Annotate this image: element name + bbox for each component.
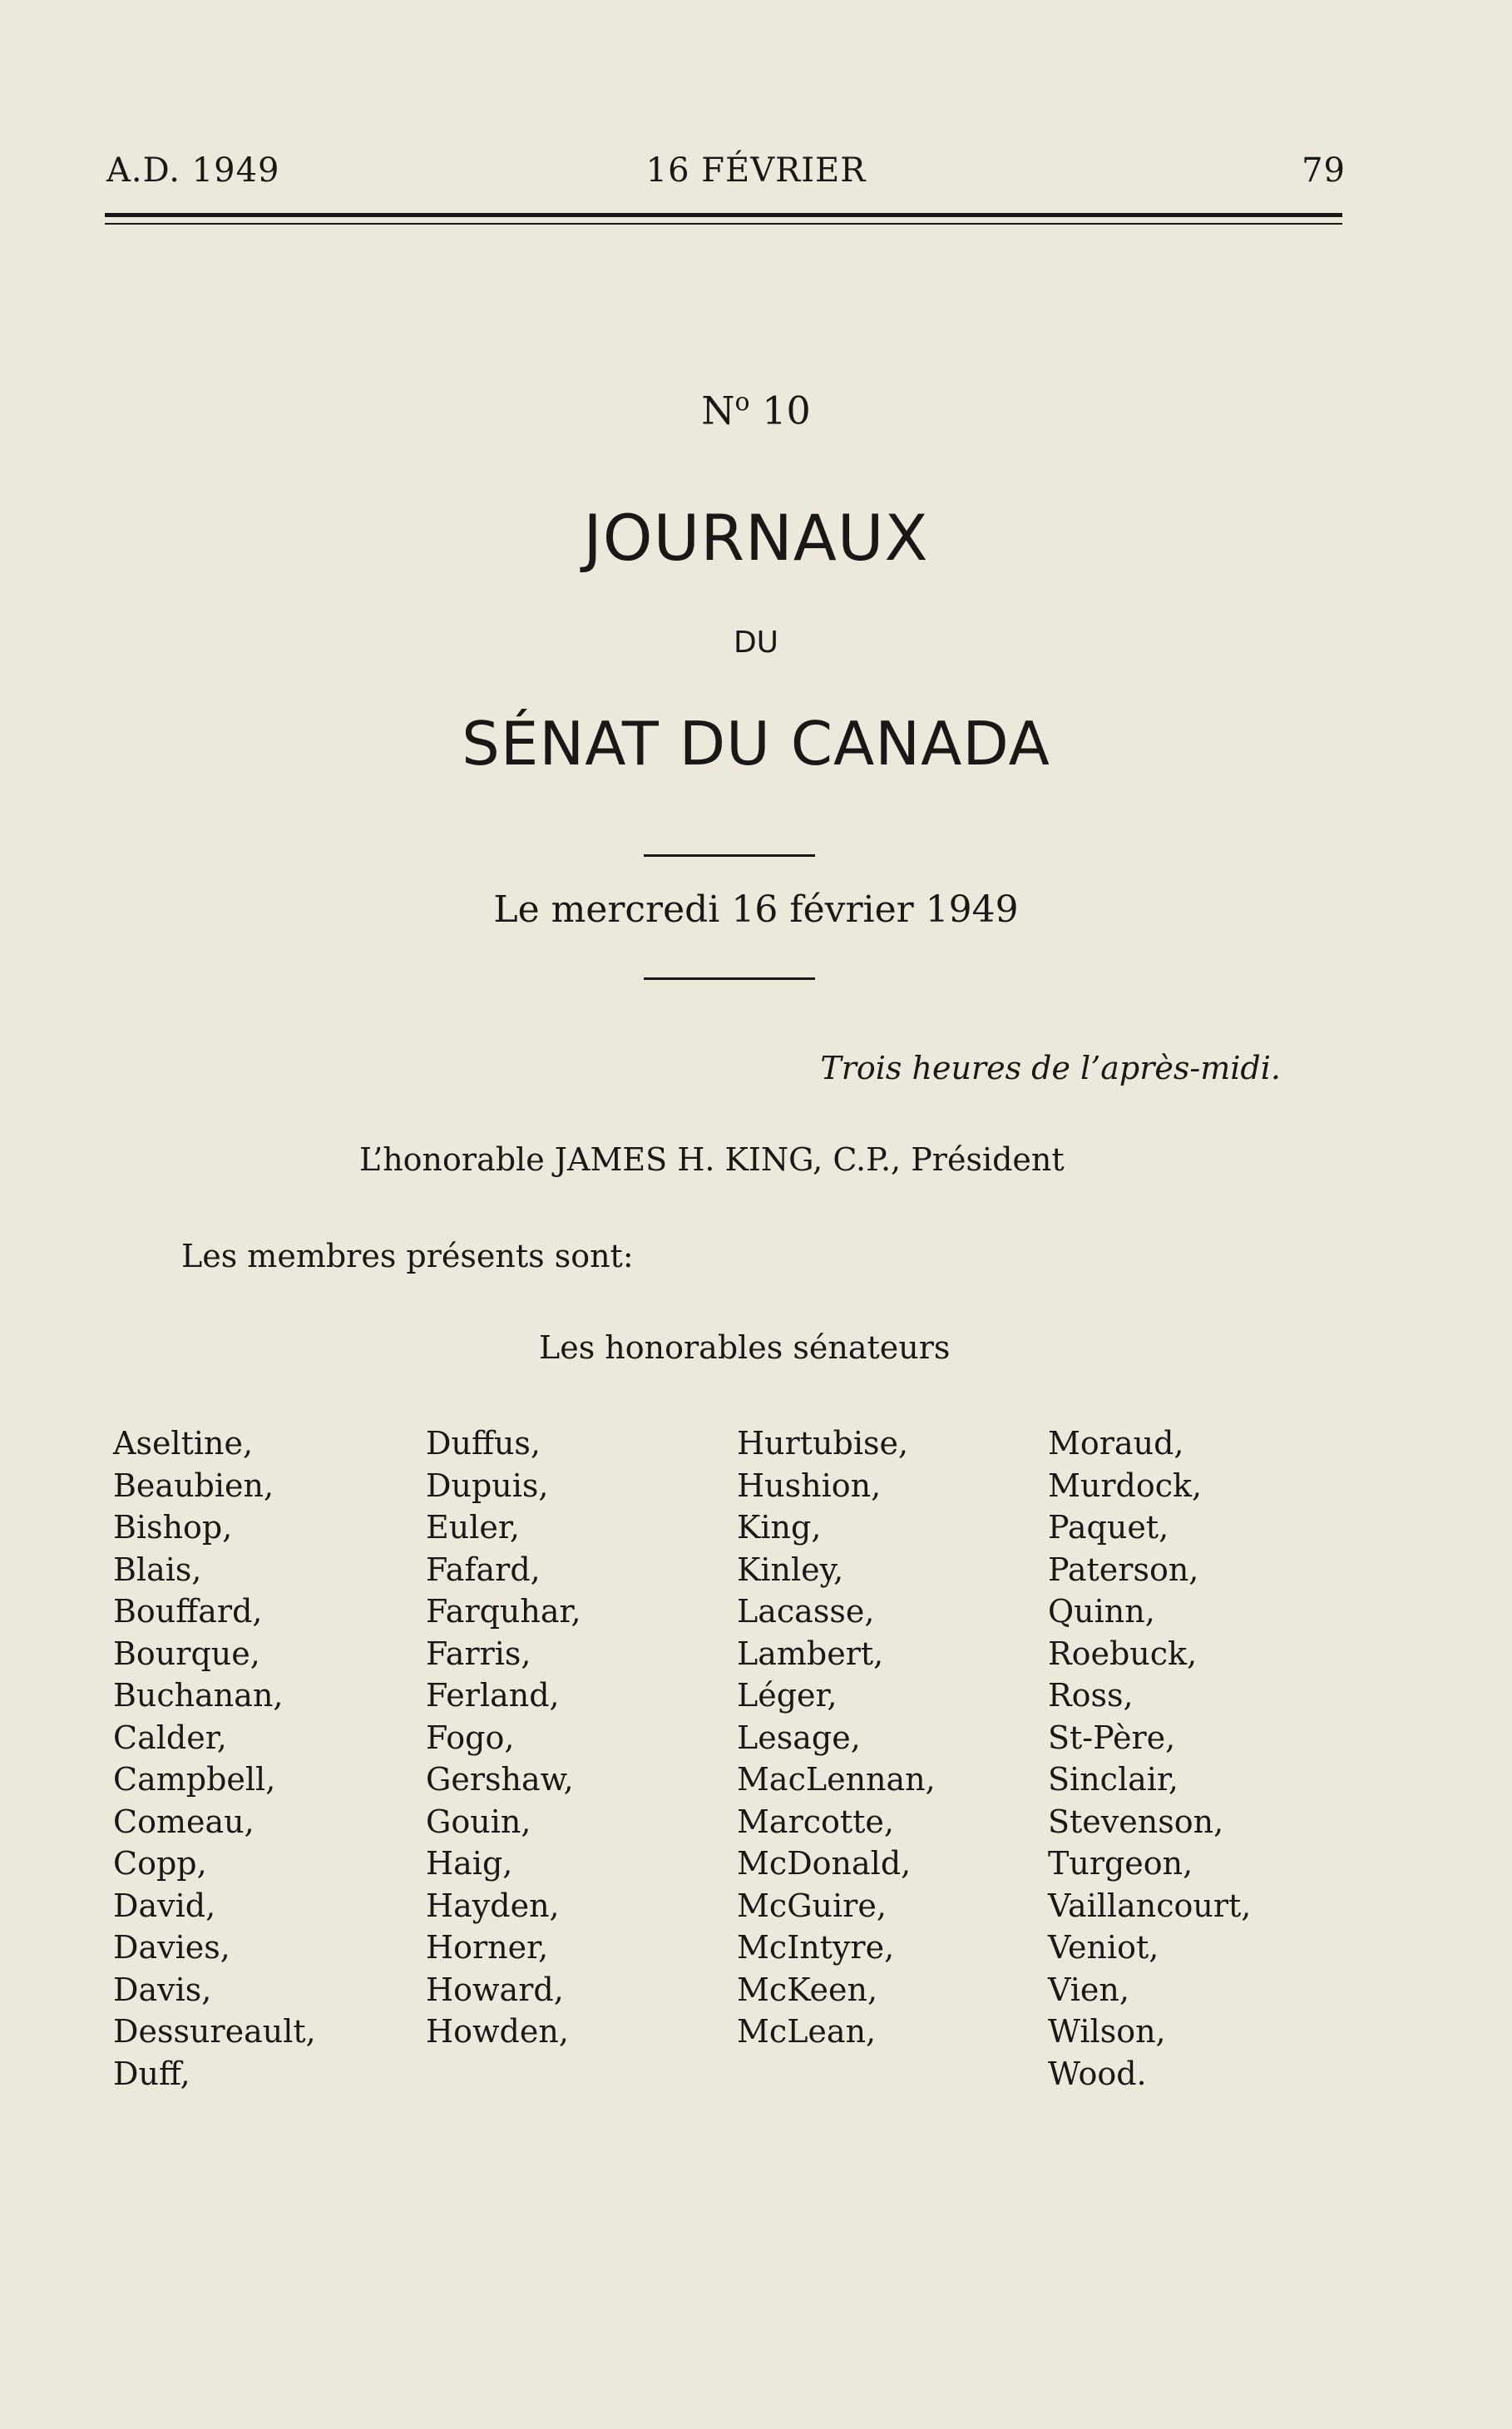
senator-name: Ferland, bbox=[426, 1677, 560, 1714]
senator-name: Horner, bbox=[426, 1929, 549, 1966]
senator-name: Calder, bbox=[113, 1719, 227, 1756]
senator-name: McLean, bbox=[737, 2013, 877, 2050]
senator-name: Davis, bbox=[113, 1971, 212, 2008]
senators-column-1 bbox=[113, 1422, 316, 2095]
issue-number-value: 10 bbox=[762, 388, 811, 433]
senator-name: Roebuck, bbox=[1048, 1635, 1198, 1672]
senator-name: Comeau, bbox=[113, 1803, 254, 1840]
senator-name: Stevenson, bbox=[1048, 1803, 1224, 1840]
divider-lower bbox=[644, 977, 815, 980]
senator-name: Copp, bbox=[113, 1845, 207, 1882]
president-line: L’honorable JAMES H. KING, C.P., Président bbox=[359, 1141, 1065, 1178]
senator-name: Fafard, bbox=[426, 1551, 541, 1588]
senator-name: Blais, bbox=[113, 1551, 202, 1588]
senator-name: Beaubien, bbox=[113, 1467, 274, 1504]
issue-number-prefix: N bbox=[701, 388, 735, 433]
senator-name: Paterson, bbox=[1048, 1551, 1199, 1588]
header-year: A.D. 1949 bbox=[106, 151, 280, 190]
senator-name: Moraud, bbox=[1048, 1425, 1184, 1462]
senator-name: King, bbox=[737, 1509, 822, 1546]
senator-name: Hayden, bbox=[426, 1887, 560, 1924]
senator-name: Kinley, bbox=[737, 1551, 844, 1588]
senator-name: Turgeon, bbox=[1048, 1845, 1193, 1882]
senator-name: Howard, bbox=[426, 1971, 564, 2008]
senator-name: McIntyre, bbox=[737, 1929, 895, 1966]
senator-name: Vaillancourt, bbox=[1048, 1887, 1252, 1924]
issue-number bbox=[0, 388, 1512, 433]
page-number: 79 bbox=[1302, 151, 1346, 190]
senator-name: MacLennan, bbox=[737, 1761, 936, 1798]
senator-name: Buchanan, bbox=[113, 1677, 284, 1714]
senators-column-4 bbox=[1048, 1422, 1251, 2095]
members-intro: Les membres présents sont: bbox=[181, 1238, 634, 1274]
journal-title: JOURNAUX bbox=[583, 501, 929, 575]
senator-name: Sinclair, bbox=[1048, 1761, 1178, 1798]
senator-name: Lacasse, bbox=[737, 1593, 875, 1630]
senator-name: Gouin, bbox=[426, 1803, 531, 1840]
senator-name: David, bbox=[113, 1887, 216, 1924]
senator-name: Campbell, bbox=[113, 1761, 276, 1798]
senator-name: Dupuis, bbox=[426, 1467, 549, 1504]
senators-heading: Les honorables sénateurs bbox=[539, 1329, 951, 1366]
header-date: 16 FÉVRIER bbox=[645, 151, 867, 190]
senator-name: Davies, bbox=[113, 1929, 230, 1966]
senator-name: Wilson, bbox=[1048, 2013, 1166, 2050]
senator-name: Murdock, bbox=[1048, 1467, 1203, 1504]
senator-name: Fogo, bbox=[426, 1719, 515, 1756]
journal-du: DU bbox=[733, 626, 779, 660]
senator-name: Howden, bbox=[426, 2013, 569, 2050]
senator-name: McDonald, bbox=[737, 1845, 912, 1882]
header-rule-thin bbox=[105, 223, 1342, 225]
senator-name: Duffus, bbox=[426, 1425, 541, 1462]
senator-name: McKeen, bbox=[737, 1971, 878, 2008]
header-rule-thick bbox=[105, 213, 1342, 217]
senator-name: Dessureault, bbox=[113, 2013, 316, 2050]
senator-name: Lesage, bbox=[737, 1719, 861, 1756]
senator-name: Farquhar, bbox=[426, 1593, 581, 1630]
divider-upper bbox=[644, 854, 815, 857]
sitting-time: Trois heures de l’après-midi. bbox=[820, 1050, 1281, 1086]
senator-name: Duff, bbox=[113, 2055, 190, 2092]
senator-name: Farris, bbox=[426, 1635, 531, 1672]
senator-name: Bouffard, bbox=[113, 1593, 263, 1630]
senator-name: Marcotte, bbox=[737, 1803, 894, 1840]
senator-name: Ross, bbox=[1048, 1677, 1134, 1714]
senator-name: McGuire, bbox=[737, 1887, 887, 1924]
senator-name: Bourque, bbox=[113, 1635, 260, 1672]
sitting-date: Le mercredi 16 février 1949 bbox=[493, 888, 1019, 931]
senate-title: SÉNAT DU CANADA bbox=[462, 709, 1050, 779]
senators-column-3 bbox=[737, 1422, 936, 2053]
senator-name: Lambert, bbox=[737, 1635, 884, 1672]
senator-name: St-Père, bbox=[1048, 1719, 1176, 1756]
issue-number-sup: o bbox=[734, 388, 750, 417]
senator-name: Hurtubise, bbox=[737, 1425, 909, 1462]
senator-name: Euler, bbox=[426, 1509, 520, 1546]
senator-name: Quinn, bbox=[1048, 1593, 1155, 1630]
senator-name: Veniot, bbox=[1048, 1929, 1159, 1966]
senator-name: Bishop, bbox=[113, 1509, 233, 1546]
senator-name: Vien, bbox=[1048, 1971, 1129, 2008]
senator-name: Hushion, bbox=[737, 1467, 882, 1504]
senators-column-2 bbox=[426, 1422, 581, 2053]
senator-name: Paquet, bbox=[1048, 1509, 1169, 1546]
senator-name: Haig, bbox=[426, 1845, 513, 1882]
senator-name: Gershaw, bbox=[426, 1761, 574, 1798]
senator-name: Léger, bbox=[737, 1677, 838, 1714]
senator-name: Aseltine, bbox=[113, 1425, 254, 1462]
senator-name: Wood. bbox=[1048, 2055, 1147, 2092]
